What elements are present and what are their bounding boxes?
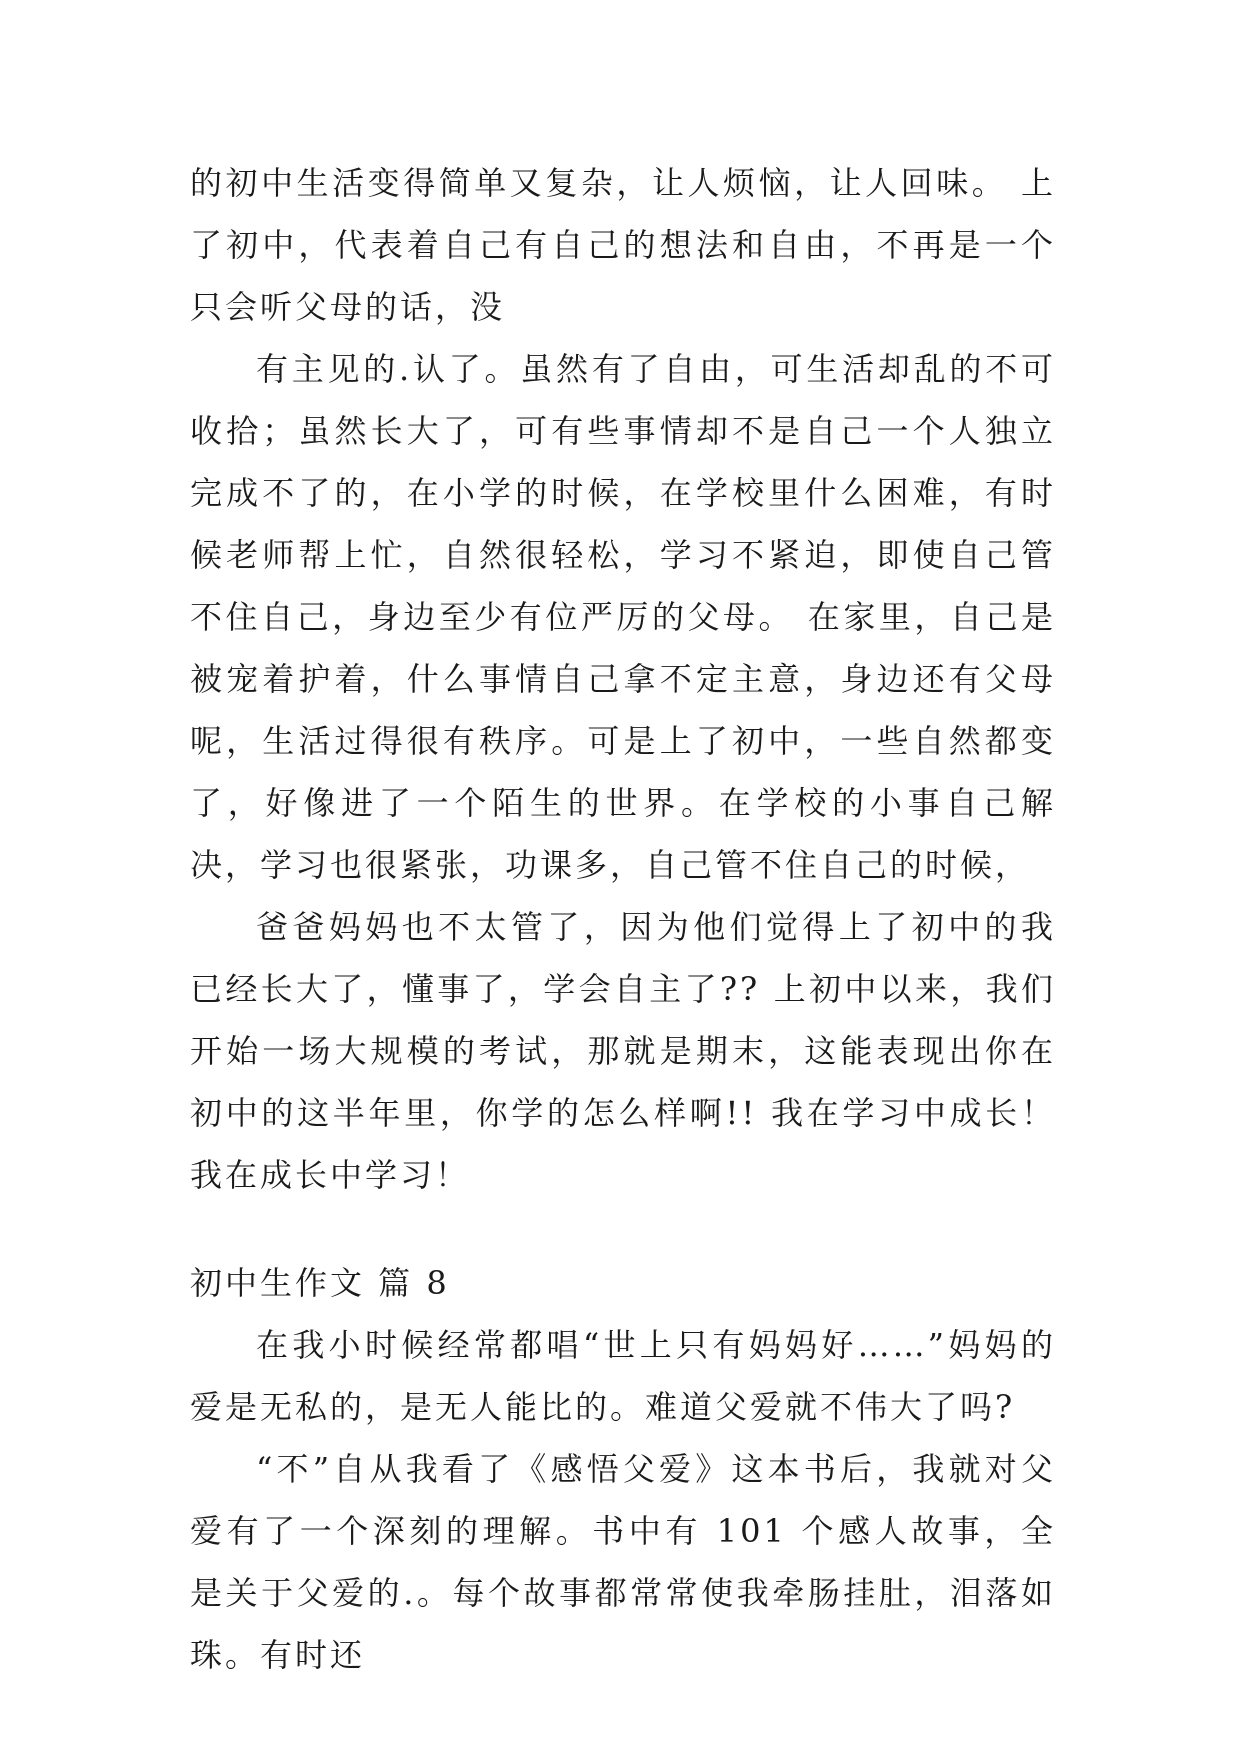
paragraph-growing-up: 爸爸妈妈也不太管了，因为他们觉得上了初中的我已经长大了，懂事了，学会自主了?? 上初中以来，我们开始一场大规模的考试，那就是期末，这能表现出你在初中的这半年里，你学的怎么样啊!! 我在学习中成长！ 我在成长中学习！: [190, 908, 1056, 1194]
paragraph-middle-school-freedom: 有主见的.认了。虽然有了自由，可生活却乱的不可收拾；虽然长大了，可有些事情却不是自己一个人独立完成不了的，在小学的时候，在学校里什么困难，有时候老师帮上忙，自然很轻松，学习不紧迫，即使自己管不住自己，身边至少有位严厉的父母。 在家里，自己是被宠着护着，什么事情自己拿不定主意，身边还有父母呢，生活过得很有秩序。可是上了初中，一些自然都变了，好像进了一个陌生的世界。在学校的小事自己解决，学习也很紧张，功课多，自己管不住自己的时候，: [190, 350, 1056, 884]
paragraph-mothers-love: 在我小时候经常都唱“世上只有妈妈好……”妈妈的爱是无私的，是无人能比的。难道父爱就不伟大了吗?: [190, 1326, 1056, 1426]
section-heading: 初中生作文 篇 8: [190, 1264, 450, 1302]
paragraph-fathers-love-book: “不”自从我看了《感悟父爱》这本书后，我就对父爱有了一个深刻的理解。书中有 101 个感人故事，全是关于父爱的.。每个故事都常常使我牵肠挂肚，泪落如珠。有时还: [190, 1450, 1056, 1674]
document-page: [190, 152, 1056, 1686]
paragraph-continuation: 的初中生活变得简单又复杂，让人烦恼，让人回味。 上了初中，代表着自己有自己的想法和自由，不再是一个只会听父母的话，没: [190, 164, 1056, 326]
